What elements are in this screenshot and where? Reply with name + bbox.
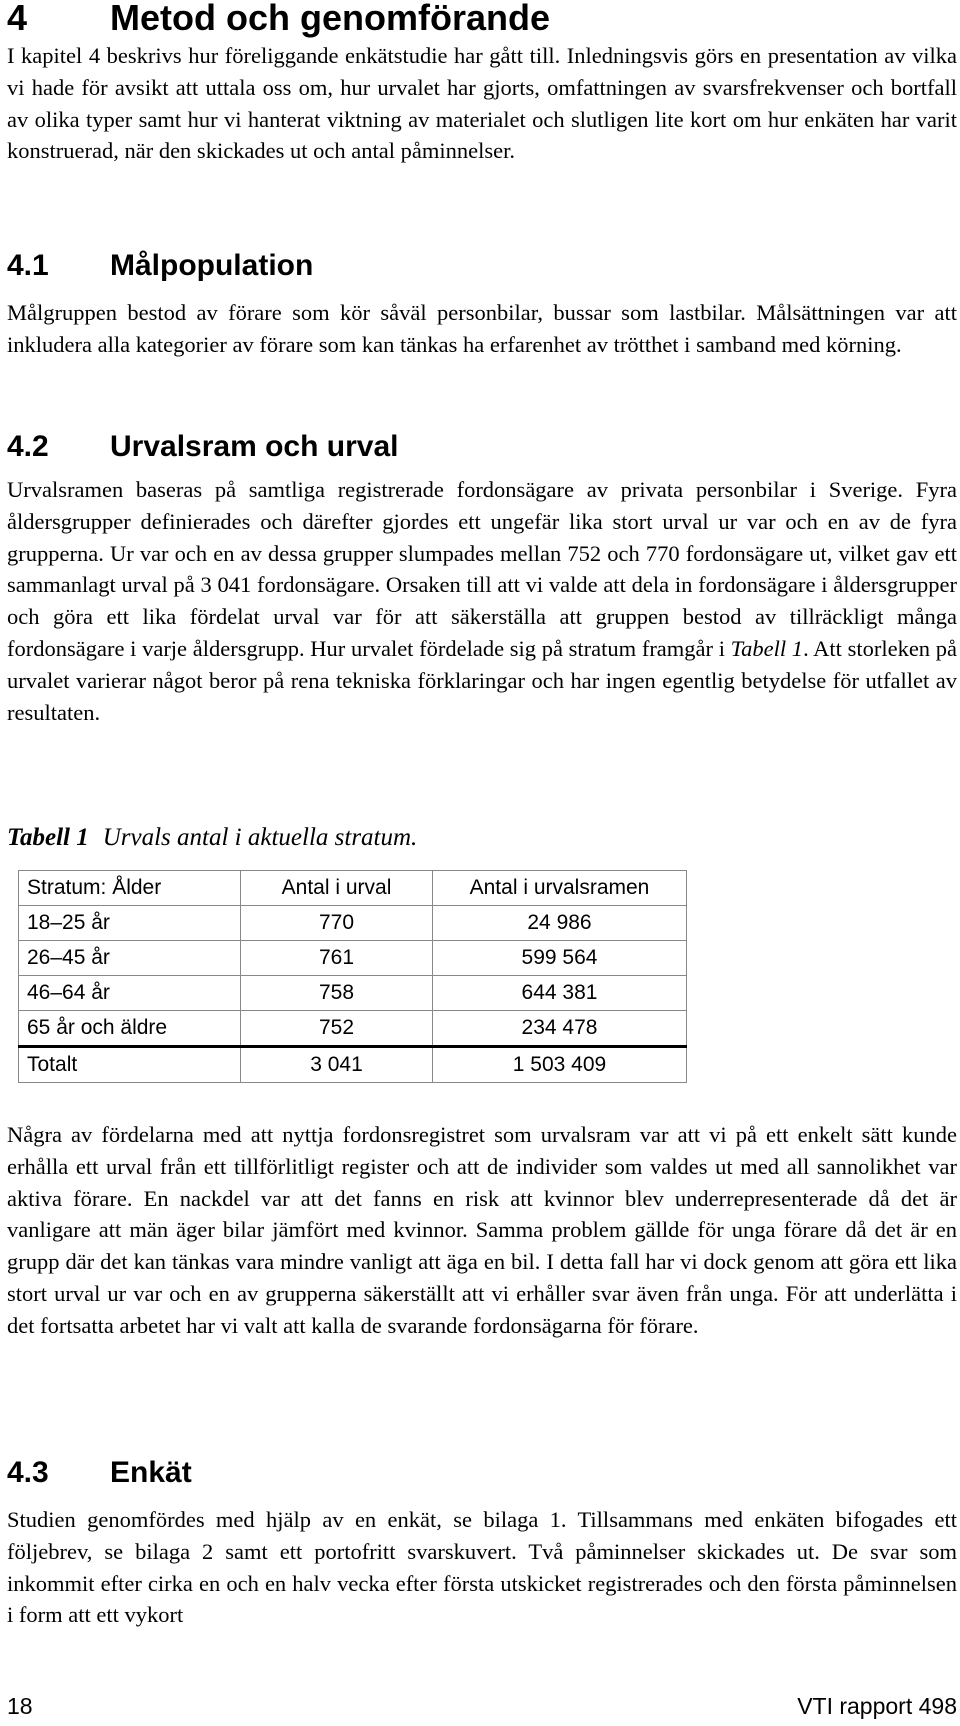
section-4-2-heading	[7, 431, 398, 463]
paragraph-text: Urvalsramen baseras på samtliga registrerade fordonsägare av privata personbilar i Sverige. Fyra åldersgrupper definierades och därefter gjordes ett ungefär lika stort urval ur var och en av de fyra grupperna. Ur var och en av dessa grupper slumpades mellan 752 och 770 fordonsägare ut, vilket gav ett sammanlagt urval på 3 041 fordonsägare. Orsaken till att vi valde att dela in fordonsägare i åldersgrupper och göra ett lika fördelat urval var för att säkerställa att gruppen bestod av tillräckligt många fordonsägare i varje åldersgrupp. Hur urvalet fördelade sig på stratum framgår i	[7, 477, 957, 661]
sample-table	[18, 870, 687, 1083]
table-cell: 758	[241, 976, 433, 1011]
intro-paragraph: I kapitel 4 beskrivs hur föreliggande enkätstudie har gått till. Inledningsvis görs en presentation av vilka vi hade för avsikt att uttala oss om, hur urvalet har gjorts, omfattningen av svarsfrekvenser och bortfall av olika typer samt hur vi hanterat viktning av materialet och slutligen lite kort om hur enkäten har varit konstruerad, när den skickades ut och antal påminnelser.	[7, 43, 957, 164]
table-cell: 24 986	[433, 906, 687, 941]
table-reference: Tabell 1	[730, 635, 804, 661]
caption-label: Tabell 1	[7, 824, 89, 851]
section-title: Enkät	[110, 1456, 192, 1489]
table-cell: 761	[241, 941, 433, 976]
section-title: Urvalsram och urval	[110, 430, 399, 463]
section-4-2-paragraph	[7, 474, 957, 728]
table-cell: 599 564	[433, 941, 687, 976]
table-cell: 18–25 år	[19, 906, 241, 941]
table-row	[19, 906, 687, 941]
section-4-3-paragraph: Studien genomfördes med hjälp av en enkät, se bilaga 1. Tillsammans med enkäten bifogades ett följebrev, se bilaga 2 samt ett portofritt svarskuvert. Två påminnelser skickades ut. De svar som inkommit efter cirka en och en halv vecka efter första utskicket registrerades och den första påminnelsen i form att ett vykort	[7, 1507, 957, 1628]
paragraph-text: . Att storleken på urvalet varierar något beror på rena tekniska förklaringar och har ingen egentlig betydelse för utfallet av resultaten.	[7, 635, 957, 725]
table-cell: 65 år och äldre	[19, 1011, 241, 1047]
table-cell: Totalt	[19, 1047, 241, 1083]
section-4-3-heading	[7, 1457, 192, 1489]
table-total-row	[19, 1047, 687, 1083]
section-number: 4.3	[7, 1456, 49, 1489]
table-cell: 234 478	[433, 1011, 687, 1047]
table-cell: 26–45 år	[19, 941, 241, 976]
table-cell: 3 041	[241, 1047, 433, 1083]
section-title: Målpopulation	[110, 249, 314, 282]
chapter-title: Metod och genomförande	[110, 0, 550, 38]
section-number: 4.1	[7, 249, 49, 282]
table-header: Stratum: Ålder	[19, 871, 241, 906]
table-header: Antal i urvalsramen	[433, 871, 687, 906]
table-caption	[7, 822, 417, 854]
caption-text: Urvals antal i aktuella stratum.	[102, 824, 418, 851]
chapter-heading	[7, 0, 550, 36]
table-cell: 770	[241, 906, 433, 941]
table-cell: 46–64 år	[19, 976, 241, 1011]
chapter-number: 4	[7, 0, 28, 38]
table-header-row	[19, 871, 687, 906]
section-4-1-heading	[7, 250, 313, 282]
table-header: Antal i urval	[241, 871, 433, 906]
table-row	[19, 1011, 687, 1047]
section-number: 4.2	[7, 430, 49, 463]
table-cell: 1 503 409	[433, 1047, 687, 1083]
table-cell: 752	[241, 1011, 433, 1047]
report-name: VTI rapport 498	[797, 1693, 957, 1719]
section-4-1-paragraph: Målgruppen bestod av förare som kör såväl personbilar, bussar som lastbilar. Målsättningen var att inkludera alla kategorier av förare som kan tänkas ha erfarenhet av trötthet i samband med körning.	[7, 300, 957, 357]
table-cell: 644 381	[433, 976, 687, 1011]
table-row	[19, 941, 687, 976]
table-row	[19, 976, 687, 1011]
page-number: 18	[7, 1693, 33, 1719]
section-4-2-paragraph-after-table: Några av fördelarna med att nyttja fordonsregistret som urvalsram var att vi på ett enkelt sätt kunde erhålla ett urval från ett tillförlitligt register och att de individer som valdes ut med all sannolikhet var aktiva förare. En nackdel var att det fanns en risk att kvinnor blev underrepresenterade då det är vanligare att män äger bilar jämfört med kvinnor. Samma problem gällde för unga förare då det är en grupp där det kan tänkas vara mindre vanligt att äga en bil. I detta fall har vi dock genom att göra ett lika stort urval ur var och en av grupperna säkerställt att vi erhåller svar även från unga. För att underlätta i det fortsatta arbetet har vi valt att kalla de svarande fordonsägarna för förare.	[7, 1122, 957, 1338]
